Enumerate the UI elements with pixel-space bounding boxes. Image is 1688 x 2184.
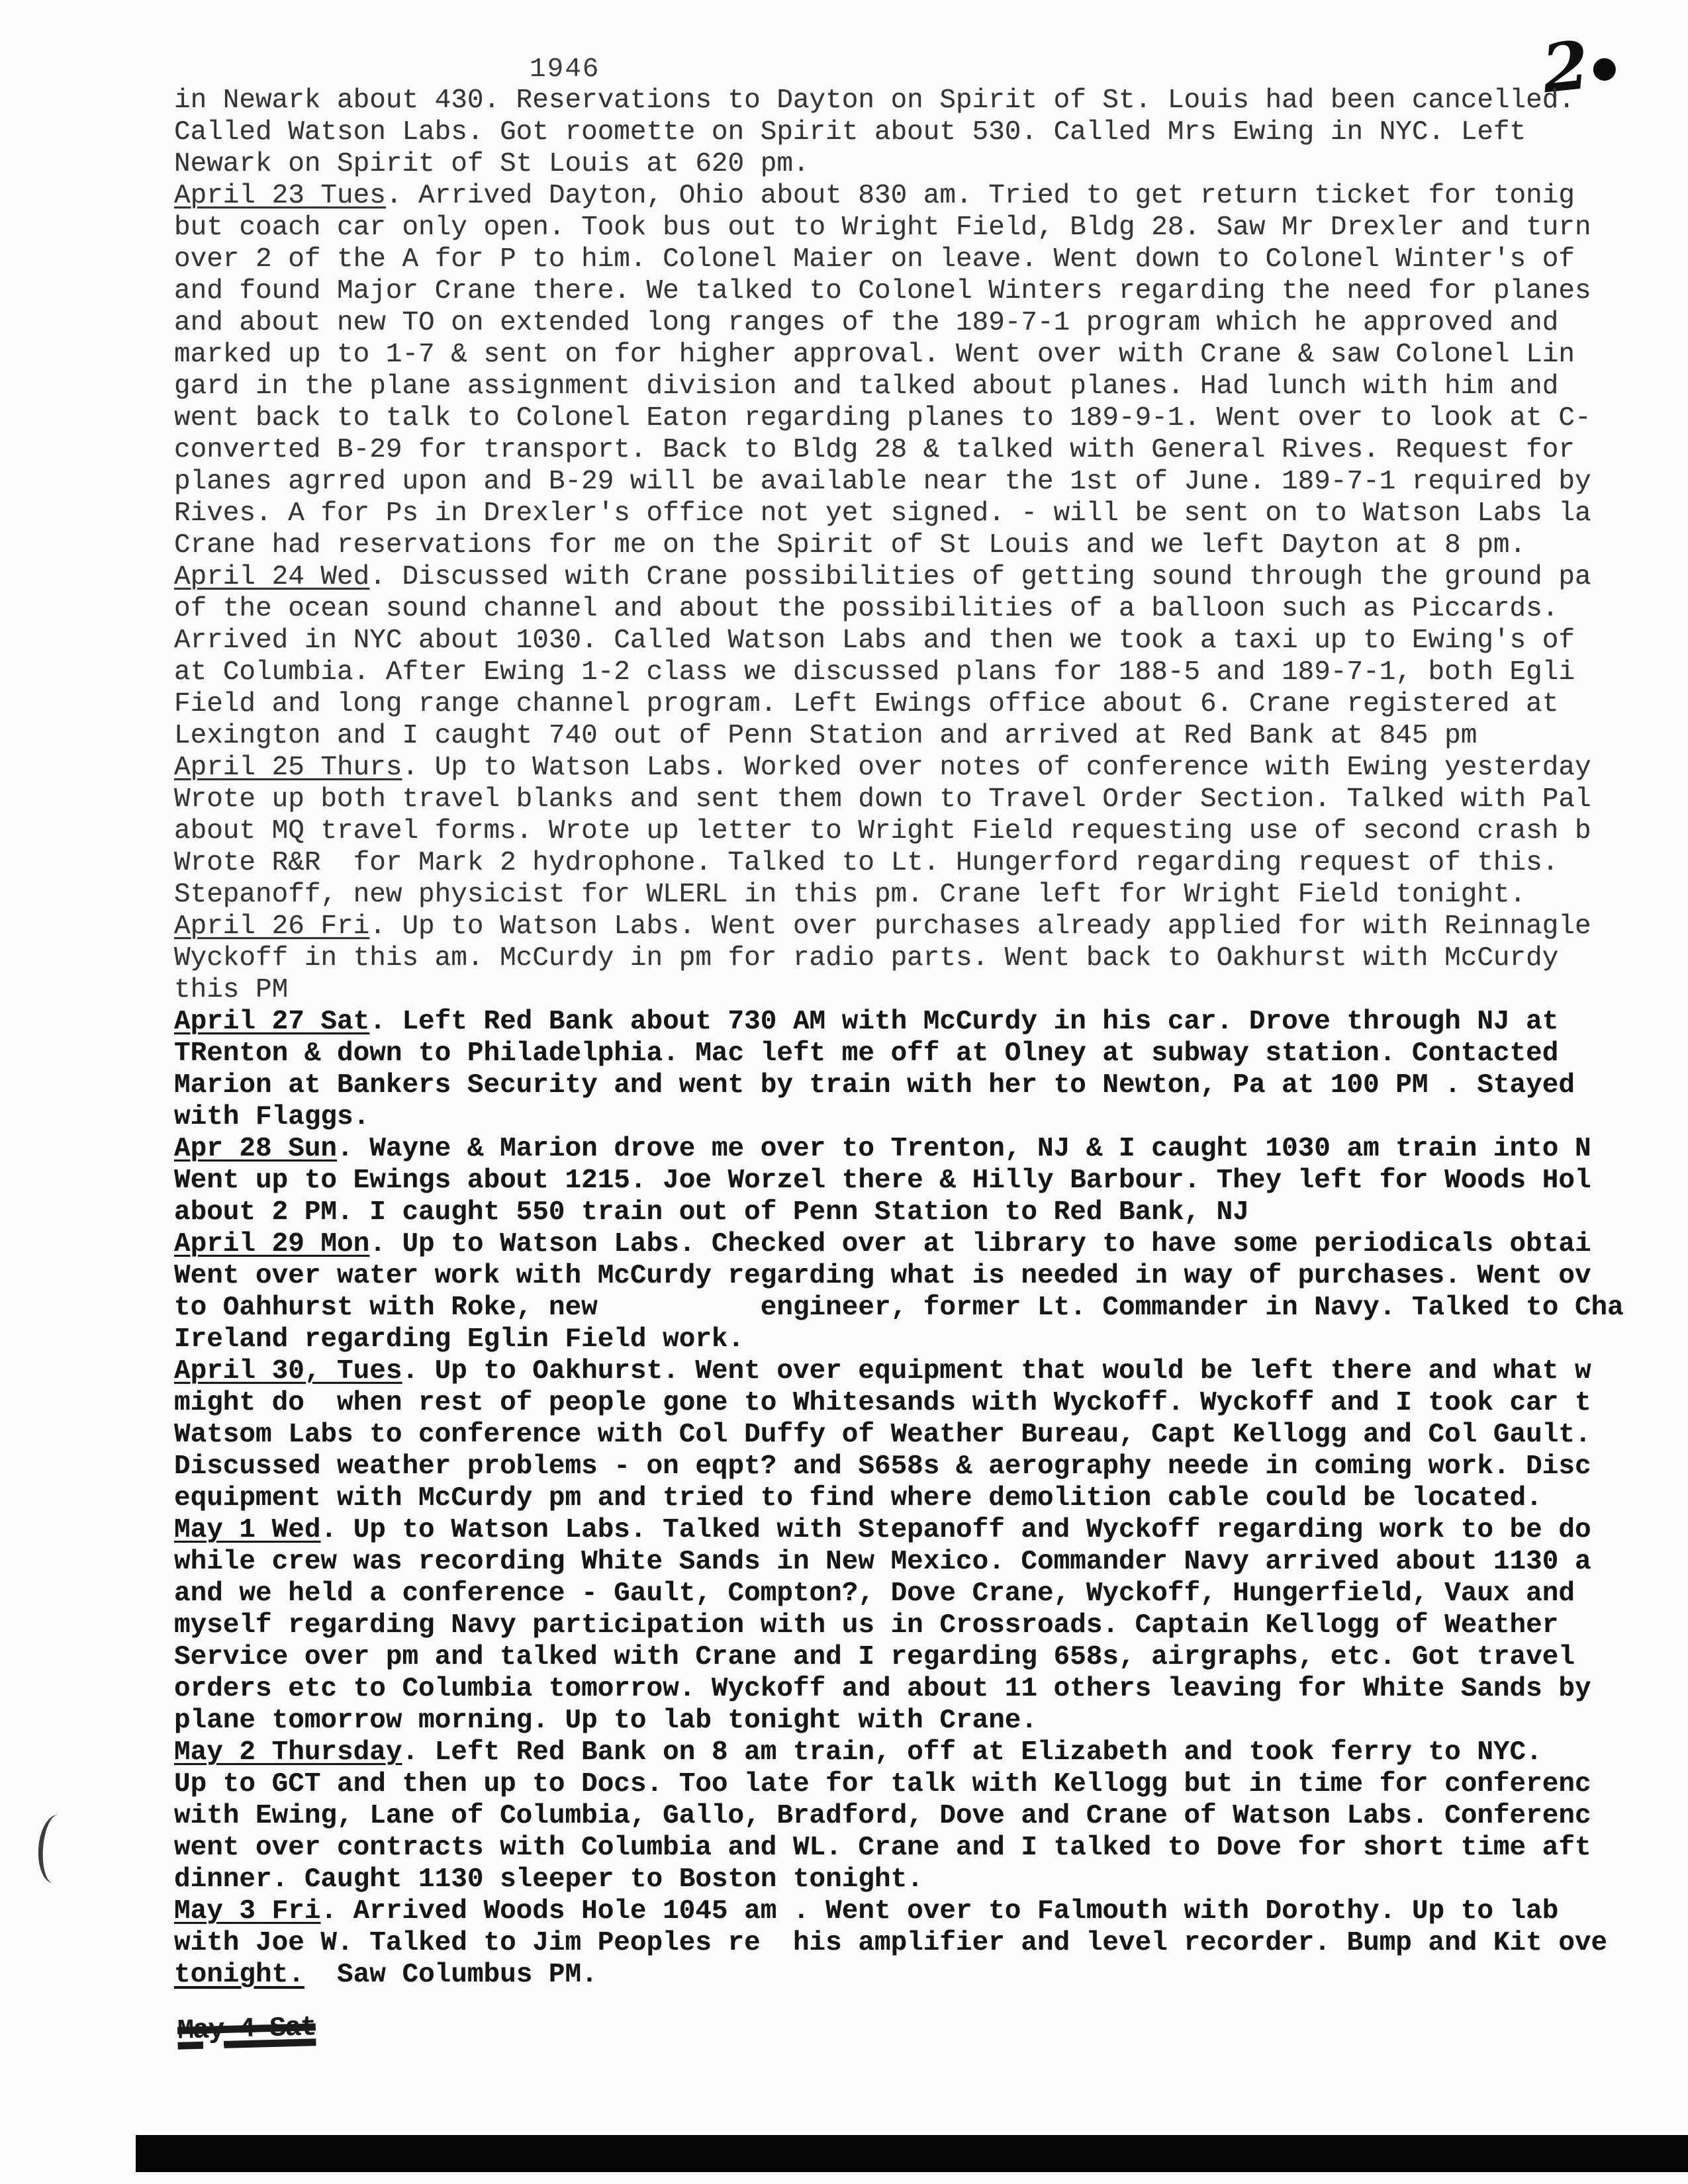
entry-first-line-rest: . Wayne & Marion drove me over to Trenton, NJ & I caught 1030 am train into N [337,1134,1591,1164]
text-line: planes agrred upon and B-29 will be available near the 1st of June. 189-7-1 required by [174,467,1591,497]
text-line: but coach car only open. Took bus out to Wright Field, Bldg 28. Saw Mr Drexler and turn [174,212,1591,243]
text-line [174,1355,1657,1387]
text-line: over 2 of the A for P to him. Colonel Maier on leave. Went down to Colonel Winter's of [174,244,1575,275]
text-line [174,1006,1657,1038]
text-line: might do when rest of people gone to Whitesands with Wyckoff. Wyckoff and I took car t [174,1388,1591,1418]
entry-first-line-rest: . Up to Oakhurst. Went over equipment that would be left there and what w [402,1356,1591,1387]
entry-date: May 2 Thursday [174,1737,402,1768]
text-line: dinner. Caught 1130 sleeper to Boston tonight. [174,1864,923,1895]
scan-edge-bar [136,2135,1688,2172]
journal-entry [174,1737,1657,1895]
entry-first-line-rest: . Arrived Dayton, Ohio about 830 am. Tried to get return ticket for tonig [385,181,1575,211]
entry-first-line-rest: . Left Red Bank about 730 AM with McCurdy in his car. Drove through NJ at [369,1007,1559,1037]
text-line [174,1895,1657,1927]
entry-date: April 29 Mon [174,1229,370,1259]
entry-date: April 25 Thurs [174,752,402,783]
text-line: Discussed weather problems - on eqpt? and S658s & aerography neede in coming work. Disc [174,1451,1591,1482]
text-line: to Oahhurst with Roke, new engineer, former Lt. Commander in Navy. Talked to Cha [174,1293,1624,1323]
journal-entry [174,1133,1657,1228]
entry-first-line-rest: . Arrived Woods Hole 1045 am . Went over to Falmouth with Dorothy. Up to lab [320,1896,1559,1927]
journal-entry [174,1895,1657,1959]
handwritten-margin-mark [36,1813,75,1884]
text-line: Wrote up both travel blanks and sent them down to Travel Order Section. Talked with Pal [174,784,1591,815]
text-line: Arrived in NYC about 1030. Called Watson Labs and then we took a taxi up to Ewing's of [174,625,1575,656]
text-line: Field and long range channel program. Left Ewings office about 6. Crane registered at [174,689,1559,719]
text-line: Up to GCT and then up to Docs. Too late for talk with Kellogg but in time for conferenc [174,1769,1591,1799]
entry-date: April 27 Sat [174,1007,370,1037]
text-line: with Joe W. Talked to Jim Peoples re his amplifier and level recorder. Bump and Kit ove [174,1928,1608,1958]
entry-first-line-rest: . Up to Watson Labs. Went over purchases already applied for with Reinnagle [369,911,1591,942]
journal-entry [174,1355,1657,1514]
text-line: Wrote R&R for Mark 2 hydrophone. Talked to Lt. Hungerford regarding request of this. [174,848,1559,878]
text-line: went over contracts with Columbia and WL. Crane and I talked to Dove for short time aft [174,1833,1591,1863]
final-line [174,1959,1657,1991]
entry-date: Apr 28 Sun [174,1134,338,1164]
entry-first-line-rest: . Discussed with Crane possibilities of getting sound through the ground pa [369,562,1591,592]
entries-block [174,180,1657,1959]
page-number-value: 2 [1538,25,1593,109]
text-line: Went up to Ewings about 1215. Joe Worzel there & Hilly Barbour. They left for Woods Hol [174,1165,1591,1196]
text-line: and found Major Crane there. We talked to Colonel Winters regarding the need for planes [174,276,1591,306]
document-text [174,85,1657,1991]
text-line: Watsom Labs to conference with Col Duffy of Weather Bureau, Capt Kellogg and Col Gault. [174,1420,1591,1450]
journal-entry [174,911,1657,1006]
text-line: with Flaggs. [174,1102,370,1132]
text-line [174,1514,1657,1546]
final-line-rest: Saw Columbus PM. [304,1960,598,1990]
text-line [174,1133,1657,1165]
journal-entry [174,180,1657,561]
text-line: orders etc to Columbia tomorrow. Wyckoff and about 11 others leaving for White Sands by [174,1674,1591,1704]
text-line: about 2 PM. I caught 550 train out of Penn Station to Red Bank, NJ [174,1197,1249,1228]
text-line: Stepanoff, new physicist for WLERL in this pm. Crane left for Wright Field tonight. [174,880,1526,910]
text-line: Newark on Spirit of St Louis at 620 pm. [174,149,810,179]
entry-date: May 1 Wed [174,1515,321,1545]
journal-entry [174,561,1657,752]
text-line: Crane had reservations for me on the Spirit of St Louis and we left Dayton at 8 pm. [174,530,1526,561]
text-line: Marion at Bankers Security and went by train with her to Newton, Pa at 100 PM . Stayed [174,1070,1575,1101]
text-line [174,911,1657,942]
text-line: with Ewing, Lane of Columbia, Gallo, Bradford, Dove and Crane of Watson Labs. Conferenc [174,1801,1591,1831]
text-line: about MQ travel forms. Wrote up letter to Wright Field requesting use of second crash b [174,816,1591,846]
year-header: 1946 [530,54,600,85]
text-line: converted B-29 for transport. Back to Bldg 28 & talked with General Rives. Request for [174,435,1575,465]
entry-date: April 26 Fri [174,911,370,942]
journal-entry [174,1514,1657,1737]
text-line: and about new TO on extended long ranges of the 189-7-1 program which he approved and [174,308,1559,338]
text-line [174,1737,1657,1768]
text-line: Lexington and I caught 740 out of Penn Station and arrived at Red Bank at 845 pm [174,721,1477,751]
journal-entry [174,1006,1657,1133]
entry-date: April 23 Tues [174,181,386,211]
text-line: this PM [174,975,289,1005]
text-line [174,752,1657,784]
text-line: gard in the plane assignment division and talked about planes. Had lunch with him and [174,371,1559,402]
entry-first-line-rest: . Up to Watson Labs. Talked with Stepanoff and Wyckoff regarding work to be do [320,1515,1591,1545]
text-line: at Columbia. After Ewing 1-2 class we discussed plans for 188-5 and 189-7-1, both Egli [174,657,1575,688]
text-line: of the ocean sound channel and about the possibilities of a balloon such as Piccards. [174,594,1559,624]
text-line: Ireland regarding Eglin Field work. [174,1324,745,1355]
journal-entry [174,752,1657,911]
text-line: Went over water work with McCurdy regarding what is needed in way of purchases. Went ov [174,1261,1591,1291]
text-line: equipment with McCurdy pm and tried to find where demolition cable could be located. [174,1483,1542,1514]
text-line: plane tomorrow morning. Up to lab tonight with Crane. [174,1706,1038,1736]
text-line: marked up to 1-7 & sent on for higher approval. Went over with Crane & saw Colonel Lin [174,340,1575,370]
struck-text: May 4 Sat [177,2011,316,2047]
entry-first-line-rest: . Left Red Bank on 8 am train, off at Elizabeth and took ferry to NYC. [402,1737,1542,1768]
text-line [174,561,1657,593]
ink-dot [1592,57,1617,81]
entry-date: April 30, Tues [174,1356,402,1387]
entry-date: April 24 Wed [174,562,370,592]
text-line: myself regarding Navy participation with us in Crossroads. Captain Kellogg of Weather [174,1610,1559,1641]
intro-block [174,85,1657,180]
text-line: Rives. A for Ps in Drexler's office not yet signed. - will be sent on to Watson Labs la [174,498,1591,529]
text-line [174,1228,1657,1260]
text-line: in Newark about 430. Reservations to Dayton on Spirit of St. Louis had been cancelled. [174,85,1575,116]
entry-date: May 3 Fri [174,1896,321,1927]
text-line: Service over pm and talked with Crane and I regarding 658s, airgraphs, etc. Got travel [174,1642,1575,1672]
entry-first-line-rest: . Up to Watson Labs. Checked over at library to have some periodicals obtai [369,1229,1591,1259]
text-line: while crew was recording White Sands in New Mexico. Commander Navy arrived about 1130 a [174,1547,1591,1577]
entry-first-line-rest: . Up to Watson Labs. Worked over notes of conference with Ewing yesterday [402,752,1591,783]
text-line: and we held a conference - Gault, Compton?, Dove Crane, Wyckoff, Hungerfield, Vaux and [174,1578,1575,1609]
text-line: Wyckoff in this am. McCurdy in pm for radio parts. Went back to Oakhurst with McCurdy [174,943,1559,974]
journal-entry [174,1228,1657,1355]
text-line: went back to talk to Colonel Eaton regarding planes to 189-9-1. Went over to look at C- [174,403,1591,433]
final-line-underlined: tonight. [174,1960,305,1990]
text-line: Called Watson Labs. Got roomette on Spirit about 530. Called Mrs Ewing in NYC. Left [174,117,1526,148]
text-line [174,180,1657,212]
text-line: TRenton & down to Philadelphia. Mac left me off at Olney at subway station. Contacted [174,1038,1559,1069]
